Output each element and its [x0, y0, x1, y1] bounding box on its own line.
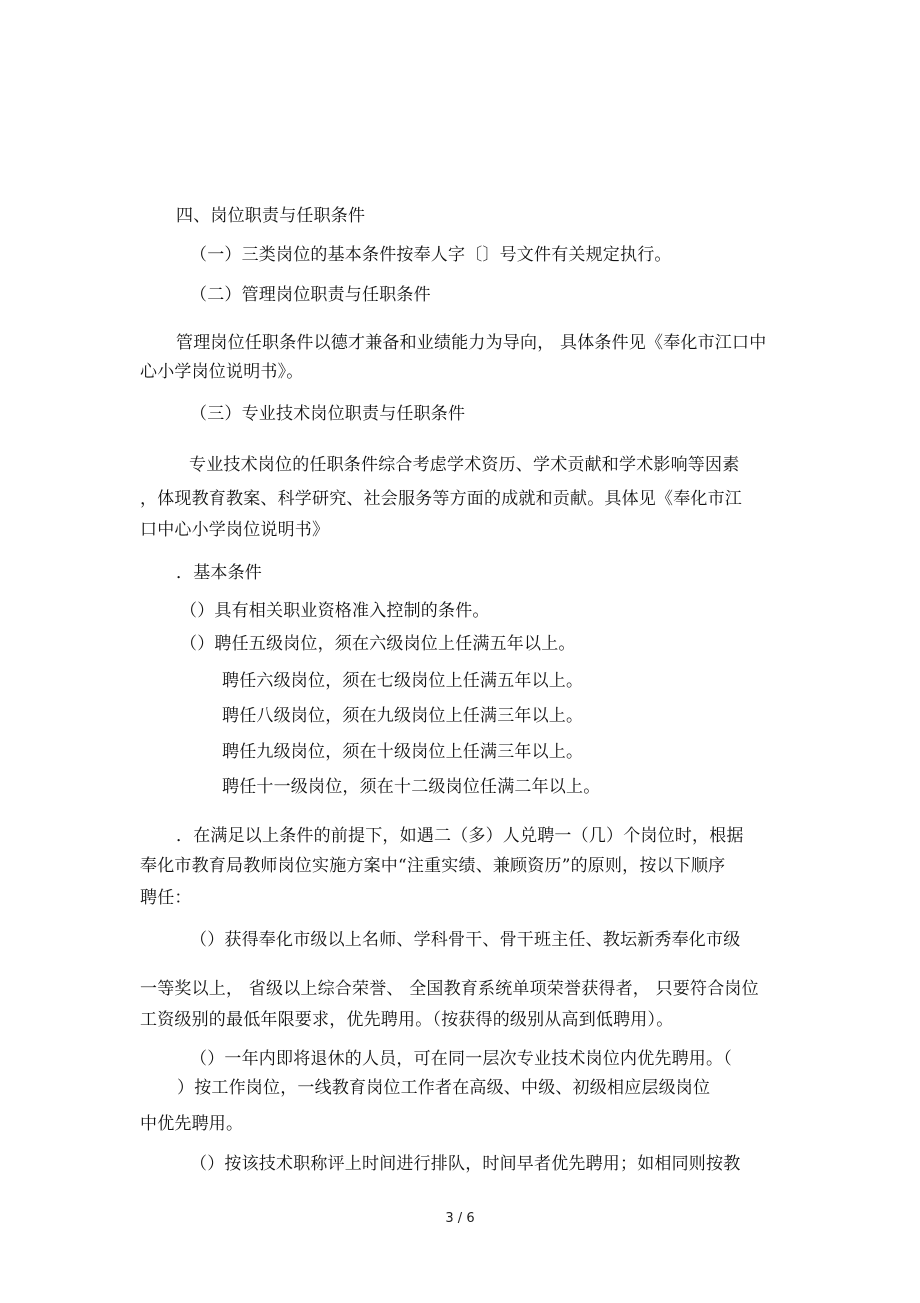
priority-item-1-line-3: 工资级别的最低年限要求，优先聘用。（按获得的级别从高到低聘用）。 — [140, 1010, 674, 1030]
priority-item-3-line-1: ）按工作岗位，一线教育岗位工作者在高级、中级、初级相应层级岗位 — [177, 1078, 711, 1098]
condition-item-2-sub-2: 聘任八级岗位，须在九级岗位上任满三年以上。 — [222, 706, 584, 726]
priority-item-1-line-2: 一等奖以上， 省级以上综合荣誉、 全国教育系统单项荣誉获得者， 只要符合岗位 — [140, 979, 759, 999]
priority-item-4: （）按该技术职称评上时间进行排队，时间早者优先聘用；如相同则按教 — [190, 1154, 741, 1174]
management-paragraph-line-1: 管理岗位任职条件以德才兼备和业绩能力为导向， 具体条件见《奉化市江口中 — [176, 333, 767, 353]
condition-item-2-sub-1: 聘任六级岗位，须在七级岗位上任满五年以上。 — [222, 671, 584, 691]
condition-item-1: （）具有相关职业资格准入控制的条件。 — [180, 601, 490, 621]
subsection-2-heading: （二）管理岗位职责与任职条件 — [190, 285, 431, 305]
basic-conditions-heading: ．基本条件 — [176, 563, 262, 583]
subsection-1-text: （一）三类岗位的基本条件按奉人字〔〕号文件有关规定执行。 — [190, 245, 672, 265]
condition-item-2-sub-3: 聘任九级岗位，须在十级岗位上任满三年以上。 — [222, 742, 584, 762]
priority-item-2: （）一年内即将退休的人员，可在同一层次专业技术岗位内优先聘用。（ — [190, 1049, 732, 1069]
subsection-3-heading: （三）专业技术岗位职责与任职条件 — [190, 404, 466, 424]
priority-item-3-line-2: 中优先聘用。 — [140, 1114, 244, 1134]
technical-paragraph-line-2: ，体现教育教案、科学研究、社会服务等方面的成就和贡献。具体见《奉化市江 — [140, 489, 742, 509]
condition-item-2: （）聘任五级岗位，须在六级岗位上任满五年以上。 — [180, 634, 576, 654]
section-heading-4: 四、岗位职责与任职条件 — [176, 206, 366, 226]
technical-paragraph-line-1: 专业技术岗位的任职条件综合考虑学术资历、学术贡献和学术影响等因素 — [189, 455, 740, 475]
technical-paragraph-line-3: 口中心小学岗位说明书》 — [140, 520, 330, 540]
management-paragraph-line-2: 心小学岗位说明书》。 — [140, 362, 304, 382]
priority-paragraph-line-3: 聘任： — [140, 888, 192, 908]
condition-item-2-sub-4: 聘任十一级岗位，须在十二级岗位任满二年以上。 — [222, 777, 601, 797]
priority-paragraph-line-2: 奉化市教育局教师岗位实施方案中“注重实绩、兼顾资历”的原则，按以下顺序 — [140, 856, 726, 876]
page-number: 3 / 6 — [445, 1211, 475, 1226]
priority-item-1-line-1: （）获得奉化市级以上名师、学科骨干、骨干班主任、教坛新秀奉化市级 — [190, 930, 741, 950]
priority-paragraph-line-1: ．在满足以上条件的前提下，如遇二（多）人兑聘一（几）个岗位时，根据 — [176, 826, 744, 846]
